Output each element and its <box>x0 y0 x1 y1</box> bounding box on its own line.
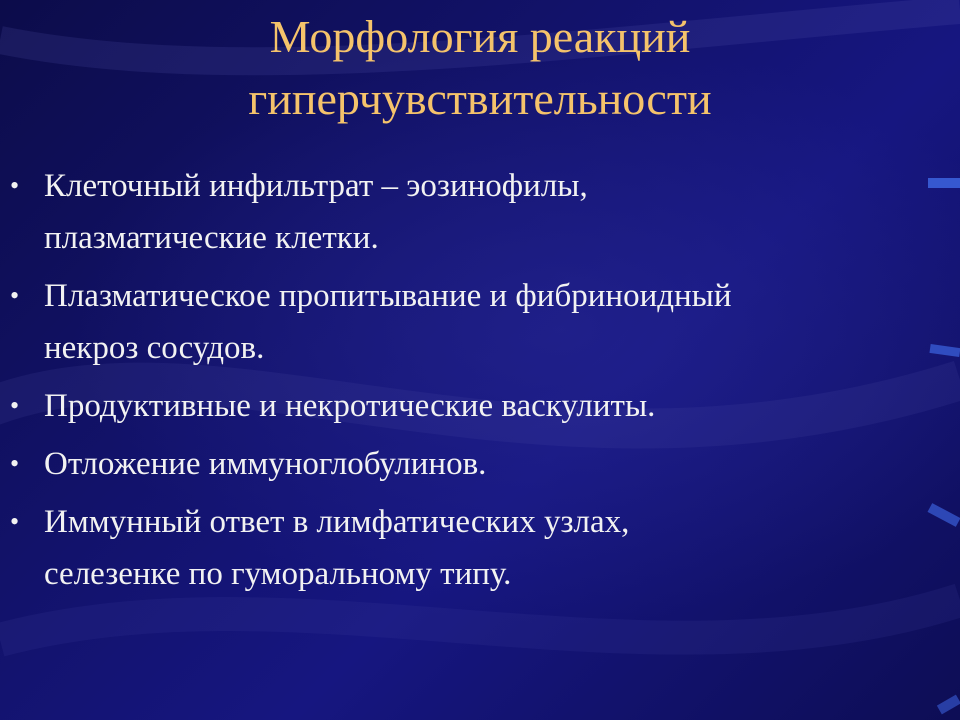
bullet-icon: • <box>10 449 20 478</box>
slide-title <box>0 6 960 130</box>
bullet-text-line: Плазматическое пропитывание и фибриноидный <box>44 278 732 314</box>
title-line-2: гиперчувствительности <box>248 73 712 124</box>
bullet-icon: • <box>10 507 20 536</box>
bullet-icon: • <box>10 281 20 310</box>
bullet-text-line: Отложение иммуноглобулинов. <box>44 446 487 482</box>
bullet-icon: • <box>10 171 20 200</box>
bullet-text-line: плазматические клетки. <box>44 220 379 256</box>
bullet-icon: • <box>10 391 20 420</box>
bullet-item <box>10 380 950 432</box>
bullet-item <box>10 270 950 374</box>
bullet-text-line: Продуктивные и некротические васкулиты. <box>44 388 656 424</box>
bullet-text-line: некроз сосудов. <box>44 330 265 366</box>
swoosh-bottom <box>0 600 960 640</box>
bullet-text-line: Иммунный ответ в лимфатических узлах, <box>44 504 630 540</box>
bullet-item <box>10 438 950 490</box>
title-line-1: Морфология реакций <box>269 11 691 62</box>
bullet-text-line: селезенке по гуморальному типу. <box>44 556 512 592</box>
bullet-list <box>10 160 950 606</box>
accent-dash-4 <box>937 695 960 715</box>
bullet-text-line: Клеточный инфильтрат – эозинофилы, <box>44 168 588 204</box>
bullet-item <box>10 160 950 264</box>
bullet-item <box>10 496 950 600</box>
